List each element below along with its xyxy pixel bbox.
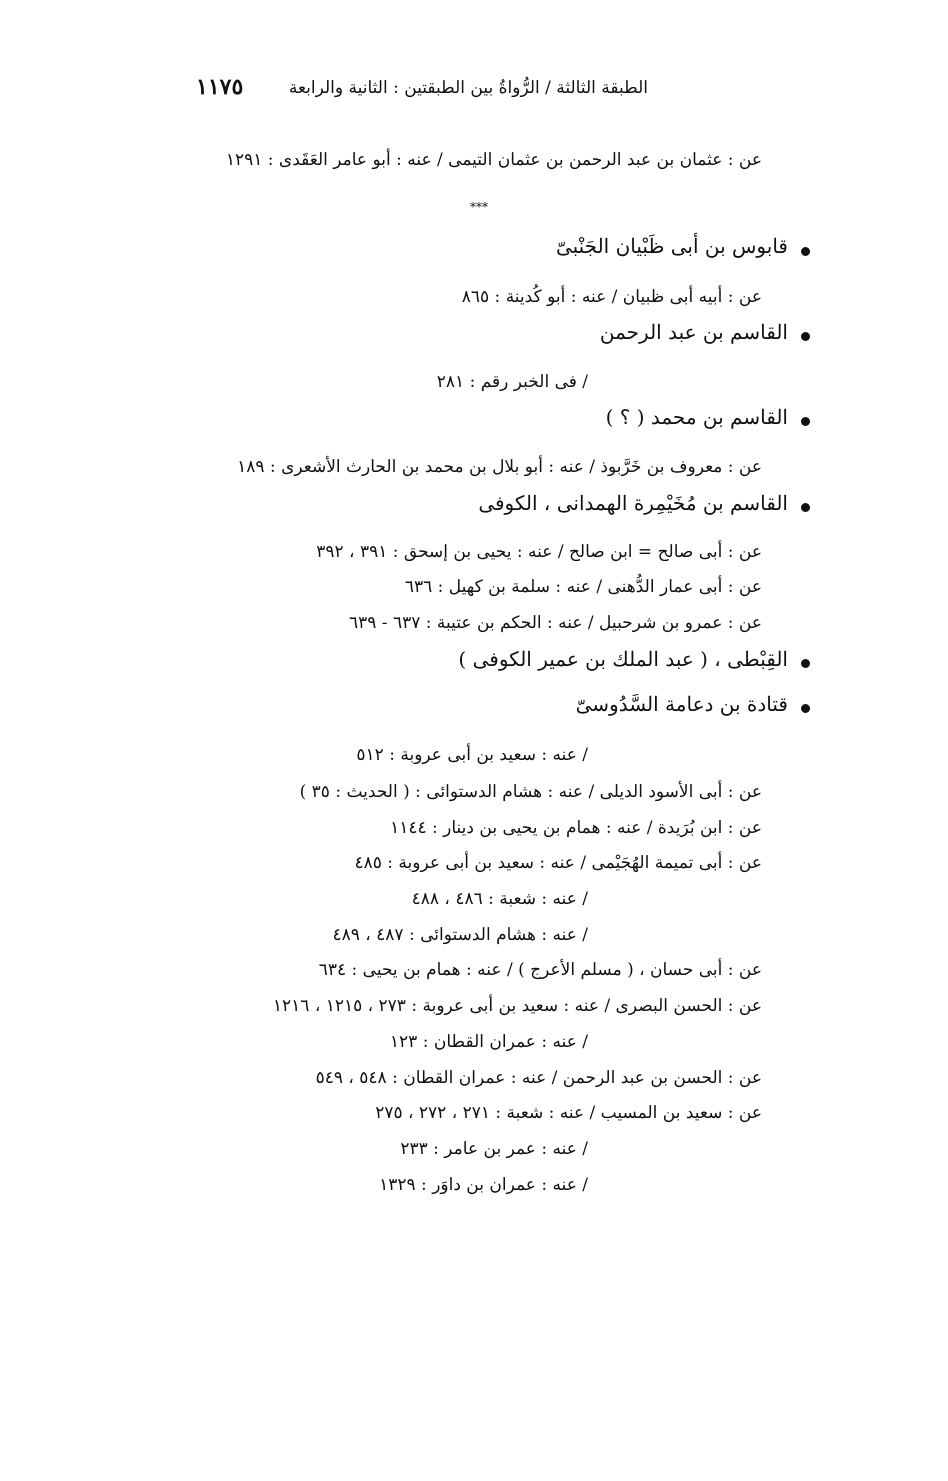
bullet-icon	[801, 417, 810, 426]
narration-line: عن : أبى الأسود الديلى / عنه : هشام الدستوائى : ( الحديث : ٣٥ )	[299, 782, 762, 802]
narration-line: عن : عمرو بن شرحبيل / عنه : الحكم بن عتيبة : ٦٣٧ - ٦٣٩	[348, 613, 762, 633]
entry-heading: القِبْطى ، ( عبد الملك بن عمير الكوفى )	[458, 647, 788, 671]
continuation-line: عن : عثمان بن عبد الرحمن بن عثمان التيمى / عنه : أبو عامر العَقَدى : ١٢٩١	[225, 150, 762, 170]
page-number: ١١٧٥	[196, 74, 244, 100]
narration-line: عن : معروف بن خَرَّبوذ / عنه : أبو بلال بن محمد بن الحارث الأشعرى : ١٨٩	[237, 457, 762, 477]
narration-line: عن : أبيه أبى ظبيان / عنه : أبو كُدينة : ٨٦٥	[461, 287, 762, 307]
entry-heading: القاسم بن مُخَيْمِرة الهمدانى ، الكوفى	[478, 491, 788, 515]
narration-line: عن : أبى عمار الدُّهنى / عنه : سلمة بن كهيل : ٦٣٦	[404, 577, 762, 597]
bullet-icon	[801, 704, 810, 713]
narration-line: / عنه : شعبة : ٤٨٦ ، ٤٨٨	[411, 889, 588, 909]
bullet-icon	[801, 247, 810, 256]
bullet-icon	[801, 332, 810, 341]
narration-line: عن : سعيد بن المسيب / عنه : شعبة : ٢٧١ ، ٢٧٢ ، ٢٧٥	[375, 1103, 762, 1123]
narration-line: / عنه : عمران بن داوَر : ١٣٢٩	[379, 1175, 588, 1195]
narration-line: / عنه : عمر بن عامر : ٢٣٣	[400, 1139, 588, 1159]
narration-line: عن : أبى صالح = ابن صالح / عنه : يحيى بن إسحق : ٣٩١ ، ٣٩٢	[316, 542, 762, 562]
narration-line: / عنه : سعيد بن أبى عروبة : ٥١٢	[356, 745, 588, 765]
narration-line: عن : الحسن بن عبد الرحمن / عنه : عمران القطان : ٥٤٨ ، ٥٤٩	[315, 1068, 762, 1088]
entry-heading: القاسم بن محمد ( ؟ )	[605, 405, 788, 429]
narration-line: عن : ابن بُرَيدة / عنه : همام بن يحيى بن دينار : ١١٤٤	[390, 818, 762, 838]
narration-line: عن : الحسن البصرى / عنه : سعيد بن أبى عروبة : ٢٧٣ ، ١٢١٥ ، ١٢١٦	[272, 996, 762, 1016]
narration-line: عن : أبى تميمة الهُجَيْمى / عنه : سعيد بن أبى عروبة : ٤٨٥	[354, 853, 762, 873]
section-separator: ***	[470, 200, 488, 214]
entry-heading: القاسم بن عبد الرحمن	[599, 320, 788, 344]
running-header-title: الطبقة الثالثة / الرُّواةُ بين الطبقتين : الثانية والرابعة	[288, 78, 648, 98]
narration-line: / عنه : عمران القطان : ١٢٣	[389, 1032, 588, 1052]
narration-line: / عنه : هشام الدستوائى : ٤٨٧ ، ٤٨٩	[332, 925, 588, 945]
narration-line: عن : أبى حسان ، ( مسلم الأعرج ) / عنه : همام بن يحيى : ٦٣٤	[318, 960, 762, 980]
entry-heading: قتادة بن دعامة السَّدُوسىّ	[575, 692, 788, 716]
bullet-icon	[801, 503, 810, 512]
bullet-icon	[801, 659, 810, 668]
entry-heading: قابوس بن أبى ظَبْيان الجَنْبىّ	[555, 234, 788, 258]
narration-line: / فى الخبر رقم : ٢٨١	[436, 372, 588, 392]
